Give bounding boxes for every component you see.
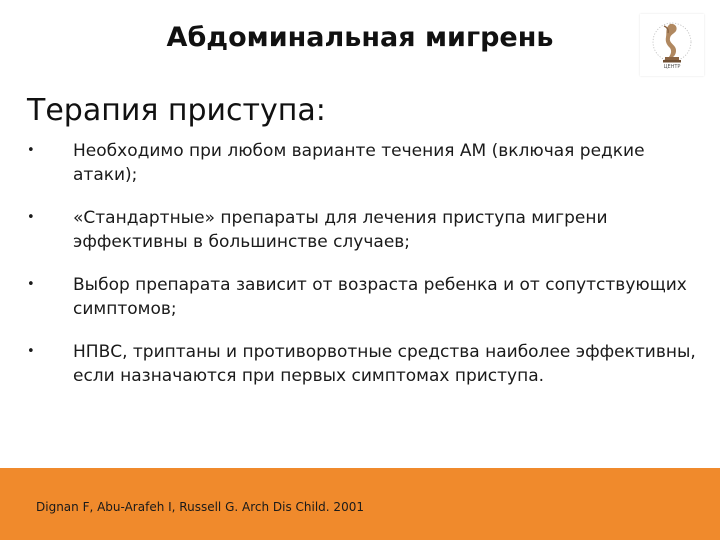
bullet-text: Необходимо при любом варианте течения АМ (включая редкие атаки); bbox=[73, 141, 645, 185]
section-heading: Терапия приступа: bbox=[27, 93, 326, 128]
bullet-text: «Стандартные» препараты для лечения приступа мигрени эффективны в большинстве случаев; bbox=[73, 208, 608, 252]
footer-bar bbox=[0, 468, 720, 540]
logo-caption: ЦЕНТР bbox=[663, 64, 681, 70]
bullet-icon: • bbox=[27, 210, 35, 225]
list-item bbox=[27, 273, 707, 321]
list-item bbox=[27, 340, 707, 388]
bullet-list bbox=[27, 139, 707, 407]
bullet-icon: • bbox=[27, 344, 35, 359]
footer-citation: Dignan F, Abu-Arafeh I, Russell G. Arch Dis Child. 2001 bbox=[36, 500, 364, 514]
bullet-icon: • bbox=[27, 277, 35, 292]
bullet-text: Выбор препарата зависит от возраста ребенка и от сопутствующих симптомов; bbox=[73, 275, 687, 319]
slide-title: Абдоминальная мигрень bbox=[166, 22, 554, 53]
bullet-icon: • bbox=[27, 143, 35, 158]
logo bbox=[640, 14, 704, 76]
bullet-text: НПВС, триптаны и противорвотные средства наиболее эффективны, если назначаются при первых симптомах приступа. bbox=[73, 342, 696, 386]
list-item bbox=[27, 139, 707, 187]
list-item bbox=[27, 206, 707, 254]
